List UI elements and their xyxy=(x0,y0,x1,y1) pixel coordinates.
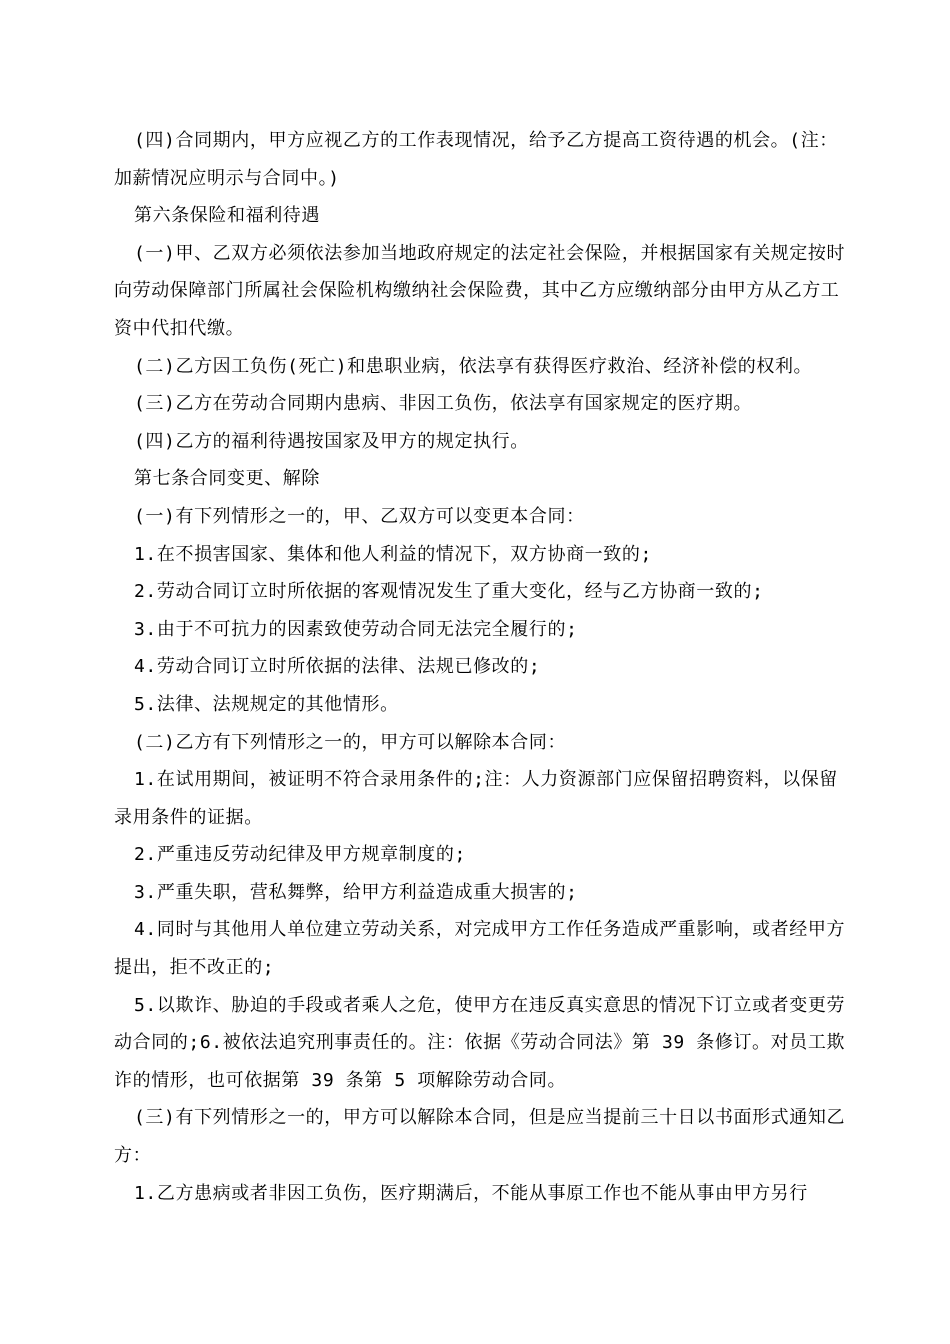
paragraph-medical-period: (三)乙方在劳动合同期内患病、非因工负伤，依法享有国家规定的医疗期。 xyxy=(134,393,753,415)
list-item-change-5: 5.法律、法规规定的其他情形。 xyxy=(134,693,399,715)
paragraph-welfare: (四)乙方的福利待遇按国家及甲方的规定执行。 xyxy=(134,430,529,452)
paragraph-notice-termination: (三)有下列情形之一的，甲方可以解除本合同，但是应当提前三十日以书面形式通知乙方： xyxy=(114,1107,846,1167)
paragraph-salary-raise: (四)合同期内，甲方应视乙方的工作表现情况，给予乙方提高工资待遇的机会。(注：加薪情况应明示与合同中。) xyxy=(114,130,838,189)
heading-article-6: 第六条保险和福利待遇 xyxy=(134,205,320,227)
list-item-change-3: 3.由于不可抗力的因素致使劳动合同无法完全履行的; xyxy=(134,618,578,640)
list-item-termination-4: 4.同时与其他用人单位建立劳动关系，对完成甲方工作任务造成严重影响，或者经甲方提出，拒不改正的; xyxy=(114,919,846,979)
list-item-termination-2: 2.严重违反劳动纪律及甲方规章制度的; xyxy=(134,844,466,866)
paragraph-termination-conditions: (二)乙方有下列情形之一的，甲方可以解除本合同： xyxy=(134,731,567,753)
list-item-change-1: 1.在不损害国家、集体和他人利益的情况下，双方协商一致的; xyxy=(134,543,652,565)
paragraph-work-injury: (二)乙方因工负伤(死亡)和患职业病，依法享有获得医疗救治、经济补偿的权利。 xyxy=(134,355,813,377)
paragraph-social-insurance: (一)甲、乙双方必须依法参加当地政府规定的法定社会保险，并根据国家有关规定按时向劳动保障部门所属社会保险机构缴纳社会保险费，其中乙方应缴纳部分由甲方从乙方工资中代扣代缴。 xyxy=(114,242,846,339)
list-item-change-4: 4.劳动合同订立时所依据的法律、法规已修改的; xyxy=(134,656,541,678)
paragraph-change-conditions: (一)有下列情形之一的，甲、乙双方可以变更本合同： xyxy=(134,505,585,527)
heading-article-7: 第七条合同变更、解除 xyxy=(134,468,320,490)
list-item-change-2: 2.劳动合同订立时所依据的客观情况发生了重大变化，经与乙方协商一致的; xyxy=(134,581,764,603)
list-item-notice-1: 1.乙方患病或者非因工负伤，医疗期满后，不能从事原工作也不能从事由甲方另行 xyxy=(134,1182,808,1204)
list-item-termination-5-6: 5.以欺诈、胁迫的手段或者乘人之危，使甲方在违反真实意思的情况下订立或者变更劳动合同的;6.被依法追究刑事责任的。注：依据《劳动合同法》第 39 条修订。对员工欺诈的情形，也可依据第 39 条第 5 项解除劳动合同。 xyxy=(114,994,846,1091)
list-item-termination-1: 1.在试用期间，被证明不符合录用条件的;注：人力资源部门应保留招聘资料，以保留录用条件的证据。 xyxy=(114,769,838,828)
document-body xyxy=(114,122,854,1212)
list-item-termination-3: 3.严重失职，营私舞弊，给甲方利益造成重大损害的; xyxy=(134,881,578,903)
